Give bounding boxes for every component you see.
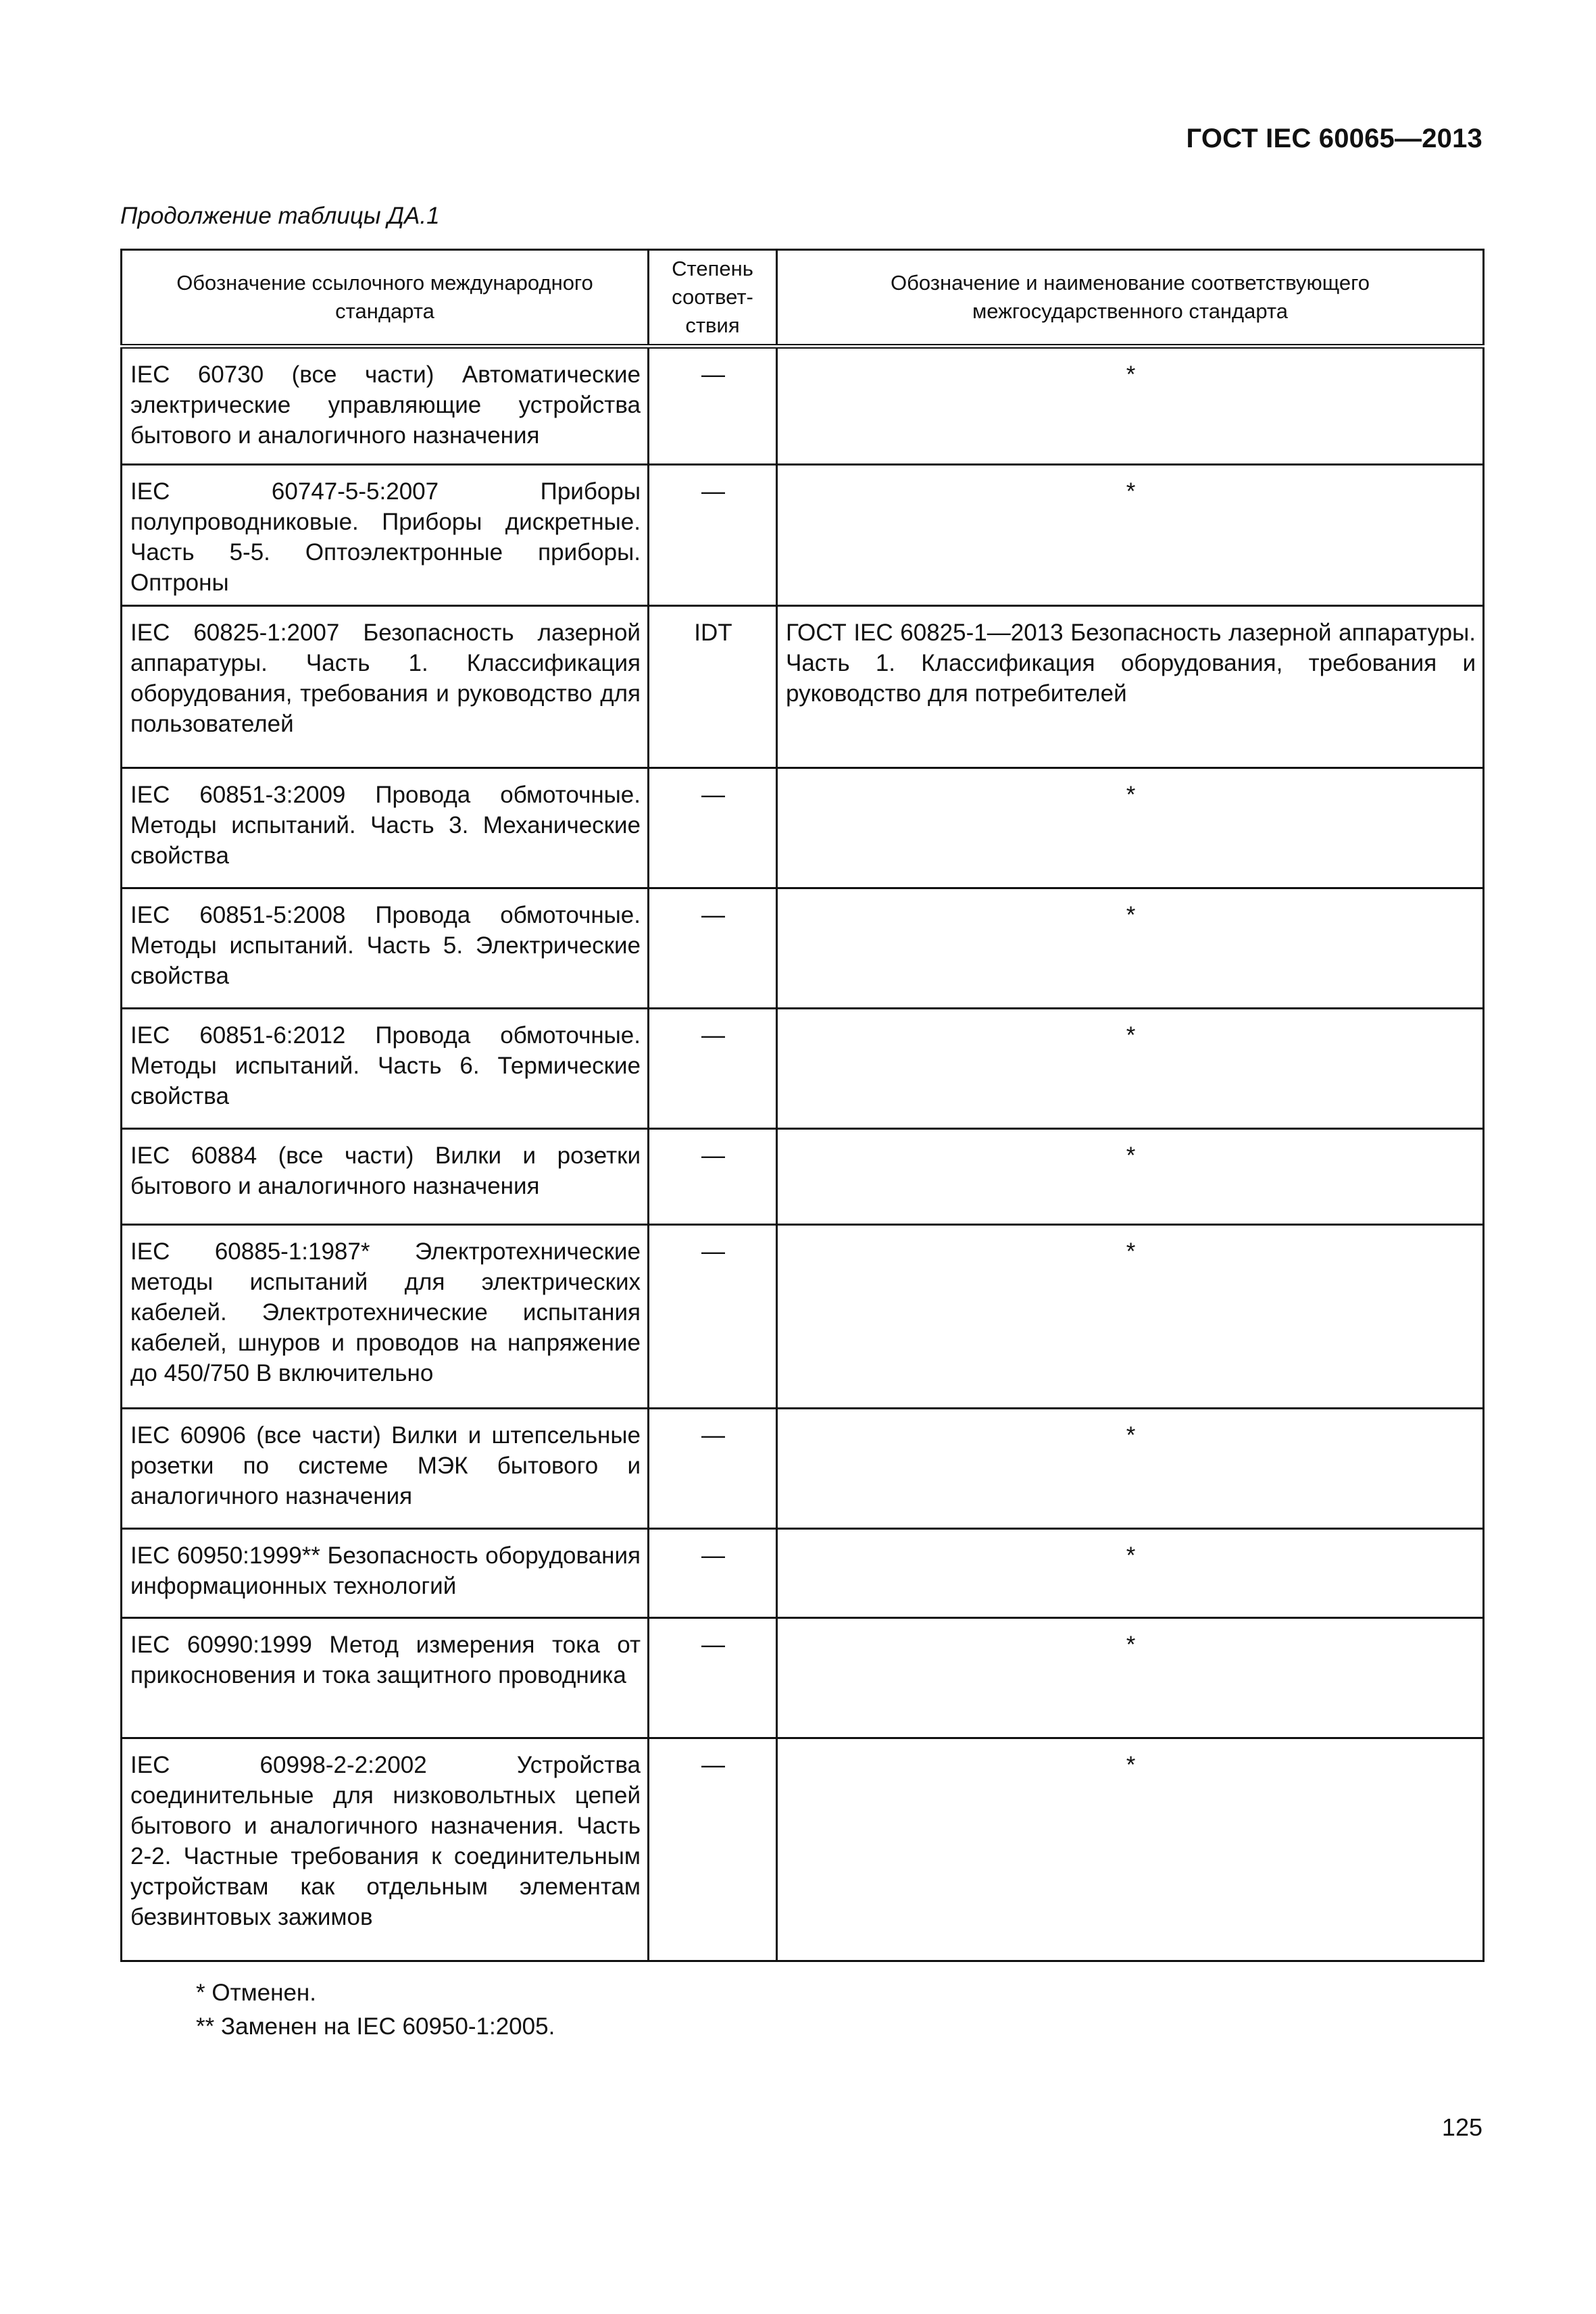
table-row	[122, 1009, 1484, 1129]
cell-counterpart: *	[777, 1009, 1484, 1129]
cell-designation: IEC 60950:1999** Безопасность оборудования информационных технологий	[122, 1529, 649, 1618]
column-header-designation: Обозначение ссылочного международного стандарта	[122, 250, 649, 347]
page-header-doc-code: ГОСТ IEC 60065—2013	[1186, 124, 1482, 153]
table-row	[122, 1129, 1484, 1225]
cell-degree: IDT	[649, 606, 777, 768]
table-header-row	[122, 250, 1484, 347]
table-row	[122, 465, 1484, 606]
cell-counterpart: *	[777, 1529, 1484, 1618]
cell-designation: IEC 60851-5:2008 Провода обмоточные. Методы испытаний. Часть 5. Электрические свойства	[122, 888, 649, 1009]
cell-designation: IEC 60998-2-2:2002 Устройства соединительные для низковольтных цепей бытового и аналогичного назначения. Часть 2-2. Частные требования к соединительным устройствам как отдельным элементам безвинтовых зажимов	[122, 1738, 649, 1961]
cell-designation: IEC 60990:1999 Метод измерения тока от прикосновения и тока защитного проводника	[122, 1618, 649, 1738]
cell-counterpart: *	[777, 1409, 1484, 1529]
cell-degree: —	[649, 1409, 777, 1529]
table-row	[122, 1409, 1484, 1529]
cell-counterpart: *	[777, 347, 1484, 465]
table-row	[122, 1225, 1484, 1409]
table-row	[122, 606, 1484, 768]
table-row	[122, 888, 1484, 1009]
cell-counterpart: *	[777, 1618, 1484, 1738]
cell-degree: —	[649, 768, 777, 888]
column-header-degree: Степень соответ-ствия	[649, 250, 777, 347]
table-row	[122, 347, 1484, 465]
table-row	[122, 1529, 1484, 1618]
footnote-cancelled: * Отменен.	[196, 1980, 316, 2006]
cell-designation: IEC 60906 (все части) Вилки и штепсельные розетки по системе МЭК бытового и аналогичного назначения	[122, 1409, 649, 1529]
cell-counterpart: *	[777, 888, 1484, 1009]
cell-designation: IEC 60851-3:2009 Провода обмоточные. Методы испытаний. Часть 3. Механические свойства	[122, 768, 649, 888]
cell-counterpart: ГОСТ IEC 60825-1—2013 Безопасность лазерной аппаратуры. Часть 1. Классификация оборудования, требования и руководство для потребителей	[777, 606, 1484, 768]
cell-counterpart: *	[777, 768, 1484, 888]
cell-counterpart: *	[777, 1738, 1484, 1961]
footnotes	[196, 1976, 555, 2044]
cell-designation: IEC 60851-6:2012 Провода обмоточные. Методы испытаний. Часть 6. Термические свойства	[122, 1009, 649, 1129]
cell-designation: IEC 60884 (все части) Вилки и розетки бытового и аналогичного назначения	[122, 1129, 649, 1225]
cell-counterpart: *	[777, 465, 1484, 606]
table-row	[122, 1618, 1484, 1738]
cell-counterpart: *	[777, 1129, 1484, 1225]
table-row	[122, 768, 1484, 888]
standards-table	[120, 249, 1485, 1962]
cell-degree: —	[649, 1009, 777, 1129]
cell-degree: —	[649, 1618, 777, 1738]
cell-degree: —	[649, 1738, 777, 1961]
cell-degree: —	[649, 888, 777, 1009]
page-number: 125	[1441, 2113, 1482, 2141]
cell-designation: IEC 60825-1:2007 Безопасность лазерной аппаратуры. Часть 1. Классификация оборудования, требования и руководство для пользователей	[122, 606, 649, 768]
table-caption: Продолжение таблицы ДА.1	[120, 203, 440, 229]
cell-degree: —	[649, 1529, 777, 1618]
cell-designation: IEC 60747-5-5:2007 Приборы полупроводниковые. Приборы дискретные. Часть 5-5. Оптоэлектронные приборы. Оптроны	[122, 465, 649, 606]
cell-designation: IEC 60885-1:1987* Электротехнические методы испытаний для электрических кабелей. Электротехнические испытания кабелей, шнуров и проводов на напряжение до 450/750 В включительно	[122, 1225, 649, 1409]
cell-counterpart: *	[777, 1225, 1484, 1409]
cell-degree: —	[649, 465, 777, 606]
cell-designation: IEC 60730 (все части) Автоматические электрические управляющие устройства бытового и аналогичного назначения	[122, 347, 649, 465]
cell-degree: —	[649, 1225, 777, 1409]
cell-degree: —	[649, 347, 777, 465]
table-row	[122, 1738, 1484, 1961]
cell-degree: —	[649, 1129, 777, 1225]
column-header-counterpart: Обозначение и наименование соответствующего межгосударственного стандарта	[777, 250, 1484, 347]
footnote-replaced: ** Заменен на IEC 60950-1:2005.	[196, 2013, 555, 2040]
